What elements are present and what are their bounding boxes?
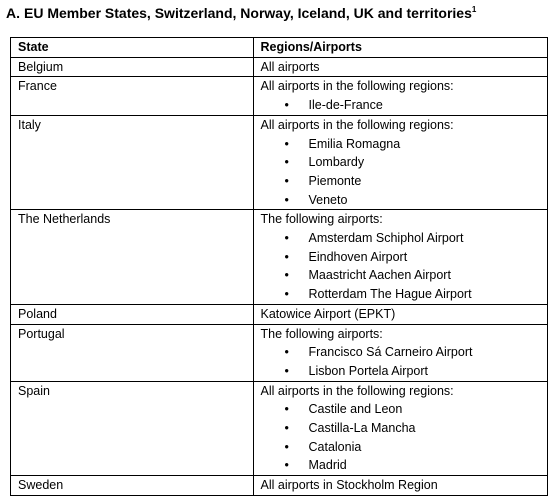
list-item-label: Lombardy — [308, 155, 365, 170]
list-item-label: Rotterdam The Hague Airport — [308, 287, 472, 302]
state-cell: Belgium — [11, 57, 254, 77]
regions-cell — [253, 324, 548, 381]
column-header-regions: Regions/Airports — [253, 38, 548, 58]
regions-cell — [253, 381, 548, 476]
region-list — [261, 96, 548, 115]
bullet-icon: • — [284, 231, 289, 246]
regions-cell — [253, 115, 548, 210]
region-list — [261, 229, 548, 304]
state-cell: Portugal — [11, 324, 254, 381]
bullet-icon: • — [284, 287, 289, 302]
table-row — [11, 476, 548, 496]
list-item-label: Madrid — [308, 458, 347, 473]
list-item-label: Amsterdam Schiphol Airport — [308, 231, 464, 246]
list-item-label: Lisbon Portela Airport — [308, 363, 429, 378]
bullet-icon: • — [284, 192, 289, 207]
list-item-label: Ile-de-France — [308, 98, 383, 113]
list-item — [261, 400, 548, 419]
list-item — [261, 419, 548, 438]
list-item — [261, 362, 548, 381]
regions-description: Katowice Airport (EPKT) — [260, 306, 396, 321]
regions-cell — [253, 77, 548, 115]
regions-description: All airports in the following regions: — [260, 383, 454, 398]
bullet-icon: • — [284, 439, 289, 454]
region-list — [261, 400, 548, 475]
table-row — [11, 381, 548, 476]
state-cell: Poland — [11, 304, 254, 324]
list-item-label: Emilia Romagna — [308, 136, 401, 151]
regions-description: All airports — [260, 59, 320, 74]
list-item — [261, 135, 548, 154]
list-item-label: Castilla-La Mancha — [308, 421, 416, 436]
bullet-icon: • — [284, 268, 289, 283]
section-heading — [6, 5, 476, 21]
regions-cell — [253, 304, 548, 324]
list-item-label: Maastricht Aachen Airport — [308, 268, 451, 283]
list-item — [261, 229, 548, 248]
bullet-icon: • — [284, 155, 289, 170]
state-cell: Spain — [11, 381, 254, 476]
list-item — [261, 191, 548, 210]
footnote-marker: 1 — [471, 5, 477, 14]
table-row — [11, 324, 548, 381]
region-list — [261, 135, 548, 210]
bullet-icon: • — [284, 458, 289, 473]
regions-description: All airports in Stockholm Region — [260, 478, 438, 493]
list-item-label: Eindhoven Airport — [308, 249, 408, 264]
regions-cell — [253, 476, 548, 496]
table-row — [11, 115, 548, 210]
list-item-label: Veneto — [308, 192, 348, 207]
section-number: A. — [6, 5, 20, 21]
list-item — [261, 285, 548, 304]
list-item-label: Piemonte — [308, 173, 362, 188]
regions-description: All airports in the following regions: — [260, 117, 454, 132]
table-row — [11, 77, 548, 115]
bullet-icon: • — [284, 136, 289, 151]
list-item-label: Catalonia — [308, 439, 362, 454]
state-cell: The Netherlands — [11, 210, 254, 305]
regions-description: All airports in the following regions: — [260, 79, 454, 94]
list-item — [261, 438, 548, 457]
regions-description: The following airports: — [260, 212, 383, 227]
state-cell: France — [11, 77, 254, 115]
bullet-icon: • — [284, 345, 289, 360]
list-item — [261, 266, 548, 285]
table-body — [11, 57, 548, 495]
list-item — [261, 153, 548, 172]
section-title: EU Member States, Switzerland, Norway, Iceland, UK and territories — [24, 5, 472, 21]
list-item — [261, 96, 548, 115]
table-row — [11, 210, 548, 305]
table-row — [11, 57, 548, 77]
bullet-icon: • — [284, 402, 289, 417]
bullet-icon: • — [284, 173, 289, 188]
bullet-icon: • — [284, 421, 289, 436]
regions-cell — [253, 210, 548, 305]
state-cell: Italy — [11, 115, 254, 210]
list-item — [261, 456, 548, 475]
regions-description: The following airports: — [260, 326, 383, 341]
list-item — [261, 248, 548, 267]
bullet-icon: • — [284, 249, 289, 264]
state-cell: Sweden — [11, 476, 254, 496]
regions-cell — [253, 57, 548, 77]
region-list — [261, 343, 548, 380]
list-item — [261, 172, 548, 191]
bullet-icon: • — [284, 98, 289, 113]
list-item-label: Castile and Leon — [308, 402, 403, 417]
column-header-state: State — [11, 38, 254, 58]
bullet-icon: • — [284, 363, 289, 378]
table-row — [11, 304, 548, 324]
list-item — [261, 343, 548, 362]
regions-table — [10, 37, 548, 496]
table-header-row — [11, 38, 548, 58]
list-item-label: Francisco Sá Carneiro Airport — [308, 345, 473, 360]
